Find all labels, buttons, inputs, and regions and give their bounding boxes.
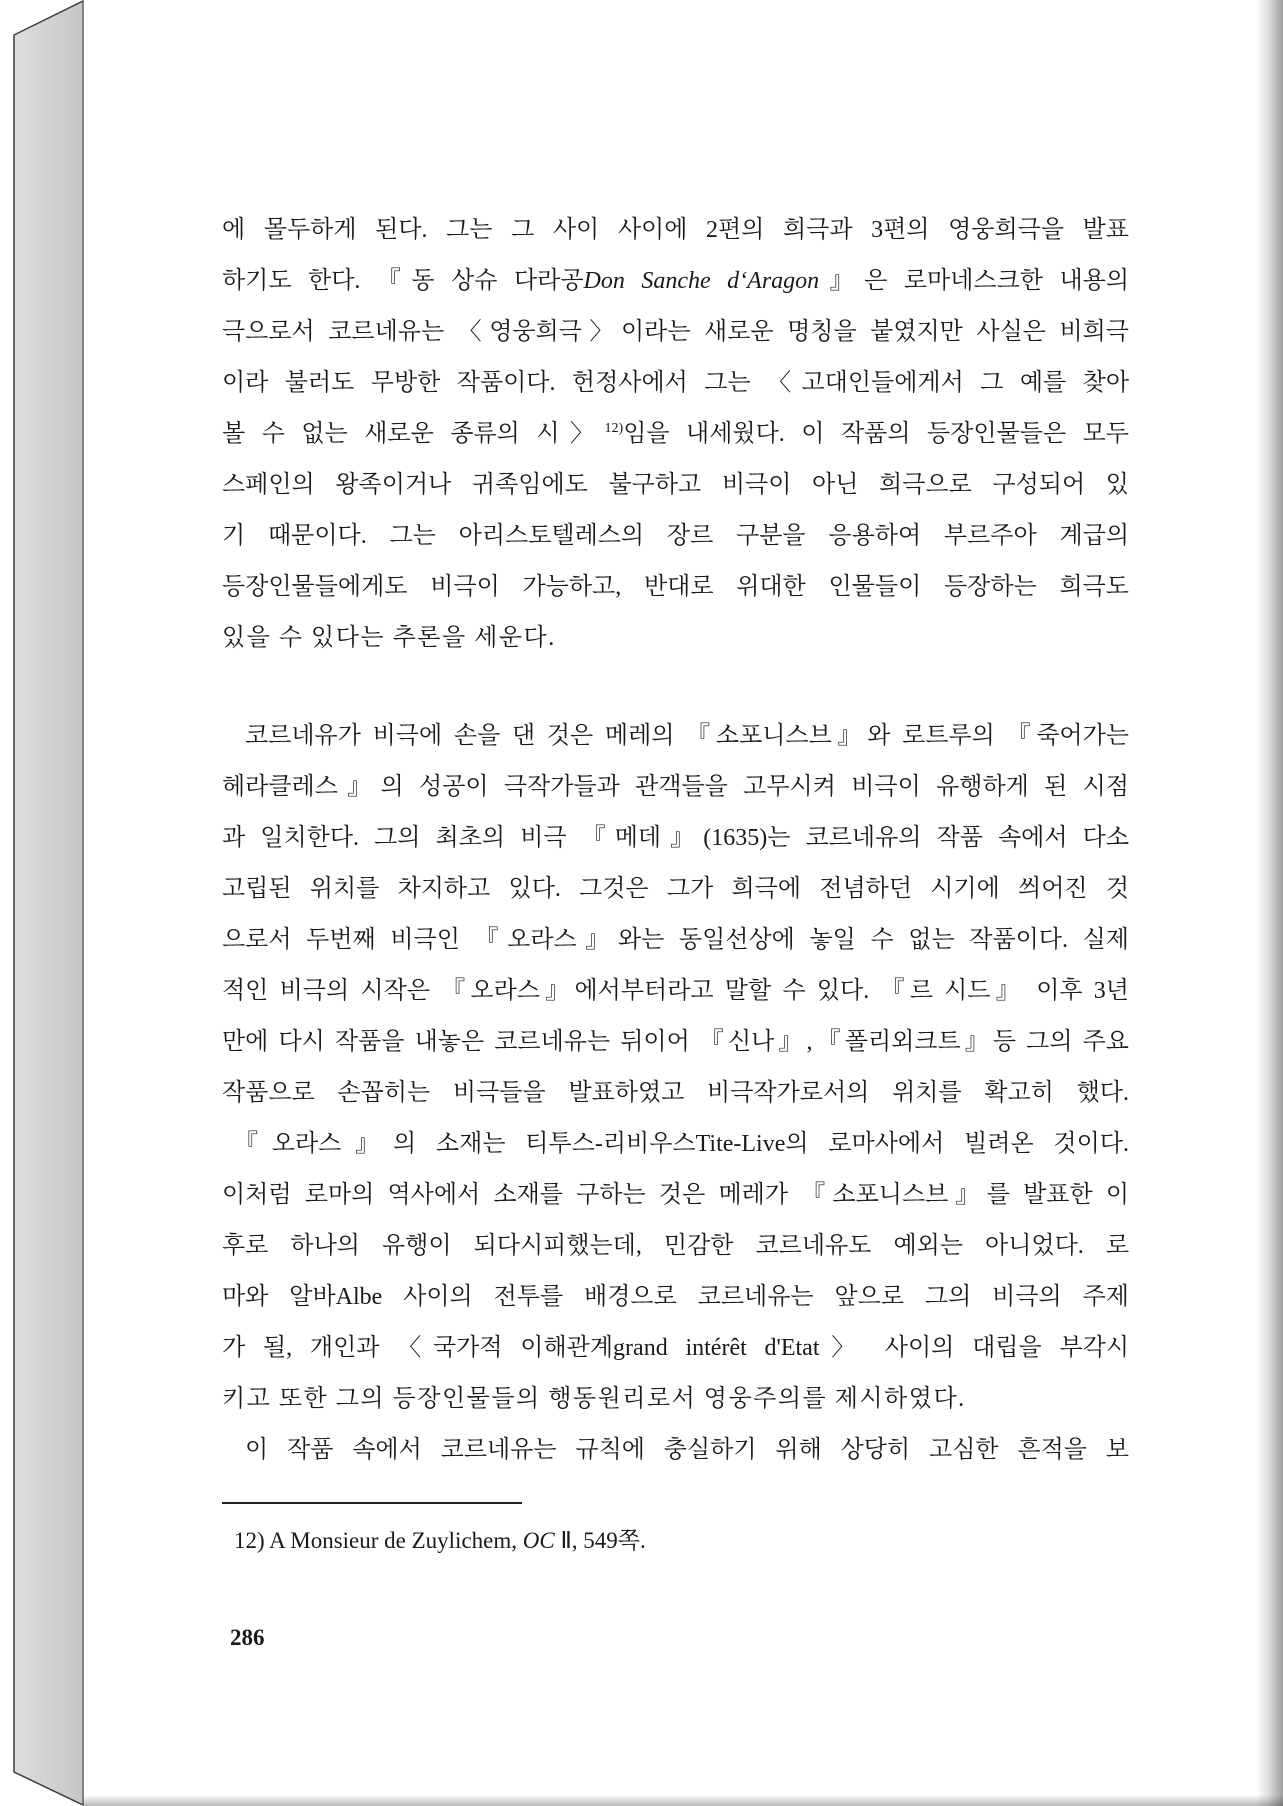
- footnote-source: A Monsieur de Zuylichem,: [269, 1528, 518, 1553]
- footnote-marker: 12): [234, 1528, 265, 1553]
- body-line: 적인 비극의 시작은 『오라스』에서부터라고 말할 수 있다. 『르 시드』 이후 3년: [222, 978, 1129, 1004]
- body-line: 작품으로 손꼽히는 비극들을 발표하였고 비극작가로서의 위치를 확고히 했다.: [222, 1080, 1129, 1106]
- footnote: [234, 1525, 646, 1557]
- body-line: 가 될, 개인과 〈국가적 이해관계grand intérêt d'Etat〉 사이의 대립을 부각시: [222, 1335, 1129, 1361]
- body-line: 후로 하나의 유행이 되다시피했는데, 민감한 코르네유도 예외는 아니었다. 로: [222, 1233, 1129, 1259]
- body-line: 과 일치한다. 그의 최초의 비극 『메데』(1635)는 코르네유의 작품 속에서 다소: [222, 825, 1129, 851]
- page-bottom-shadow: [83, 1795, 1283, 1806]
- body-line: 고립된 위치를 차지하고 있다. 그것은 그가 희극에 전념하던 시기에 씌어진 것: [222, 876, 1129, 902]
- body-line: 있을 수 있다는 추론을 세운다.: [222, 625, 556, 651]
- footnote-reference: 12): [604, 421, 624, 436]
- line-text: 』은 로마네스크한 내용의: [819, 268, 1129, 294]
- body-line: 만에 다시 작품을 내놓은 코르네유는 뒤이어 『신나』,『폴리외크트』등 그의 주요: [222, 1029, 1129, 1055]
- footnote-divider: [222, 1502, 522, 1504]
- body-line: 이라 불러도 무방한 작품이다. 헌정사에서 그는 〈고대인들에게서 그 예를 찾아: [222, 370, 1129, 396]
- body-line: 이처럼 로마의 역사에서 소재를 구하는 것은 메레가 『소포니스브』를 발표한 이: [222, 1182, 1129, 1208]
- paragraph-4: [222, 1425, 1129, 1476]
- body-line: 기 때문이다. 그는 아리스토텔레스의 장르 구분을 응용하여 부르주아 계급의: [222, 523, 1129, 549]
- body-line: 등장인물들에게도 비극이 가능하고, 반대로 위대한 인물들이 등장하는 희극도: [222, 574, 1129, 600]
- body-line: 헤라클레스』의 성공이 극작가들과 관객들을 고무시켜 비극이 유행하게 된 시점: [222, 774, 1129, 800]
- footnote-work-title: OC: [522, 1528, 555, 1553]
- page-number: 286: [230, 1625, 265, 1650]
- body-line: 스페인의 왕족이거나 귀족임에도 불구하고 비극이 아닌 희극으로 구성되어 있: [222, 472, 1129, 498]
- footnote-page-ref: Ⅱ, 549쪽.: [560, 1528, 646, 1553]
- body-line: 코르네유가 비극에 손을 댄 것은 메레의 『소포니스브』와 로트루의 『죽어가는: [245, 723, 1129, 749]
- paragraph-1: [222, 205, 1129, 664]
- body-line: 으로서 두번째 비극인 『오라스』와는 동일선상에 놓일 수 없는 작품이다. 실제: [222, 927, 1129, 953]
- line-text: 임을 내세웠다. 이 작품의 등장인물들은 모두: [623, 421, 1129, 447]
- body-line: 이 작품 속에서 코르네유는 규칙에 충실하기 위해 상당히 고심한 흔적을 보: [245, 1437, 1129, 1463]
- body-line: [222, 256, 1129, 307]
- line-text: 볼 수 없는 새로운 종류의 시〉: [222, 421, 605, 447]
- body-text-bottom: [222, 711, 1129, 1476]
- body-line: [222, 409, 1129, 460]
- paragraph-3: [222, 1119, 1129, 1425]
- spine-shape: [14, 1, 83, 1805]
- body-line: 키고 또한 그의 등장인물들의 행동원리로서 영웅주의를 제시하였다.: [222, 1386, 966, 1412]
- line-text: 하기도 한다. 『동 상슈 다라공: [222, 268, 584, 294]
- page-right-shadow: [1256, 0, 1283, 1806]
- body-line: 『오라스』의 소재는 티투스-리비우스Tite-Live의 로마사에서 빌려온 것이다.: [234, 1131, 1129, 1157]
- body-line: 마와 알바Albe 사이의 전투를 배경으로 코르네유는 앞으로 그의 비극의 주제: [222, 1284, 1129, 1310]
- body-line: 에 몰두하게 된다. 그는 그 사이 사이에 2편의 희극과 3편의 영웅희극을 발표: [222, 217, 1129, 243]
- paragraph-2: [222, 711, 1129, 1119]
- body-text-top: [222, 205, 1129, 664]
- body-line: 극으로서 코르네유는 〈영웅희극〉이라는 새로운 명칭을 붙였지만 사실은 비희극: [222, 319, 1129, 345]
- italic-title: Don Sanche d‘Aragon: [583, 268, 820, 294]
